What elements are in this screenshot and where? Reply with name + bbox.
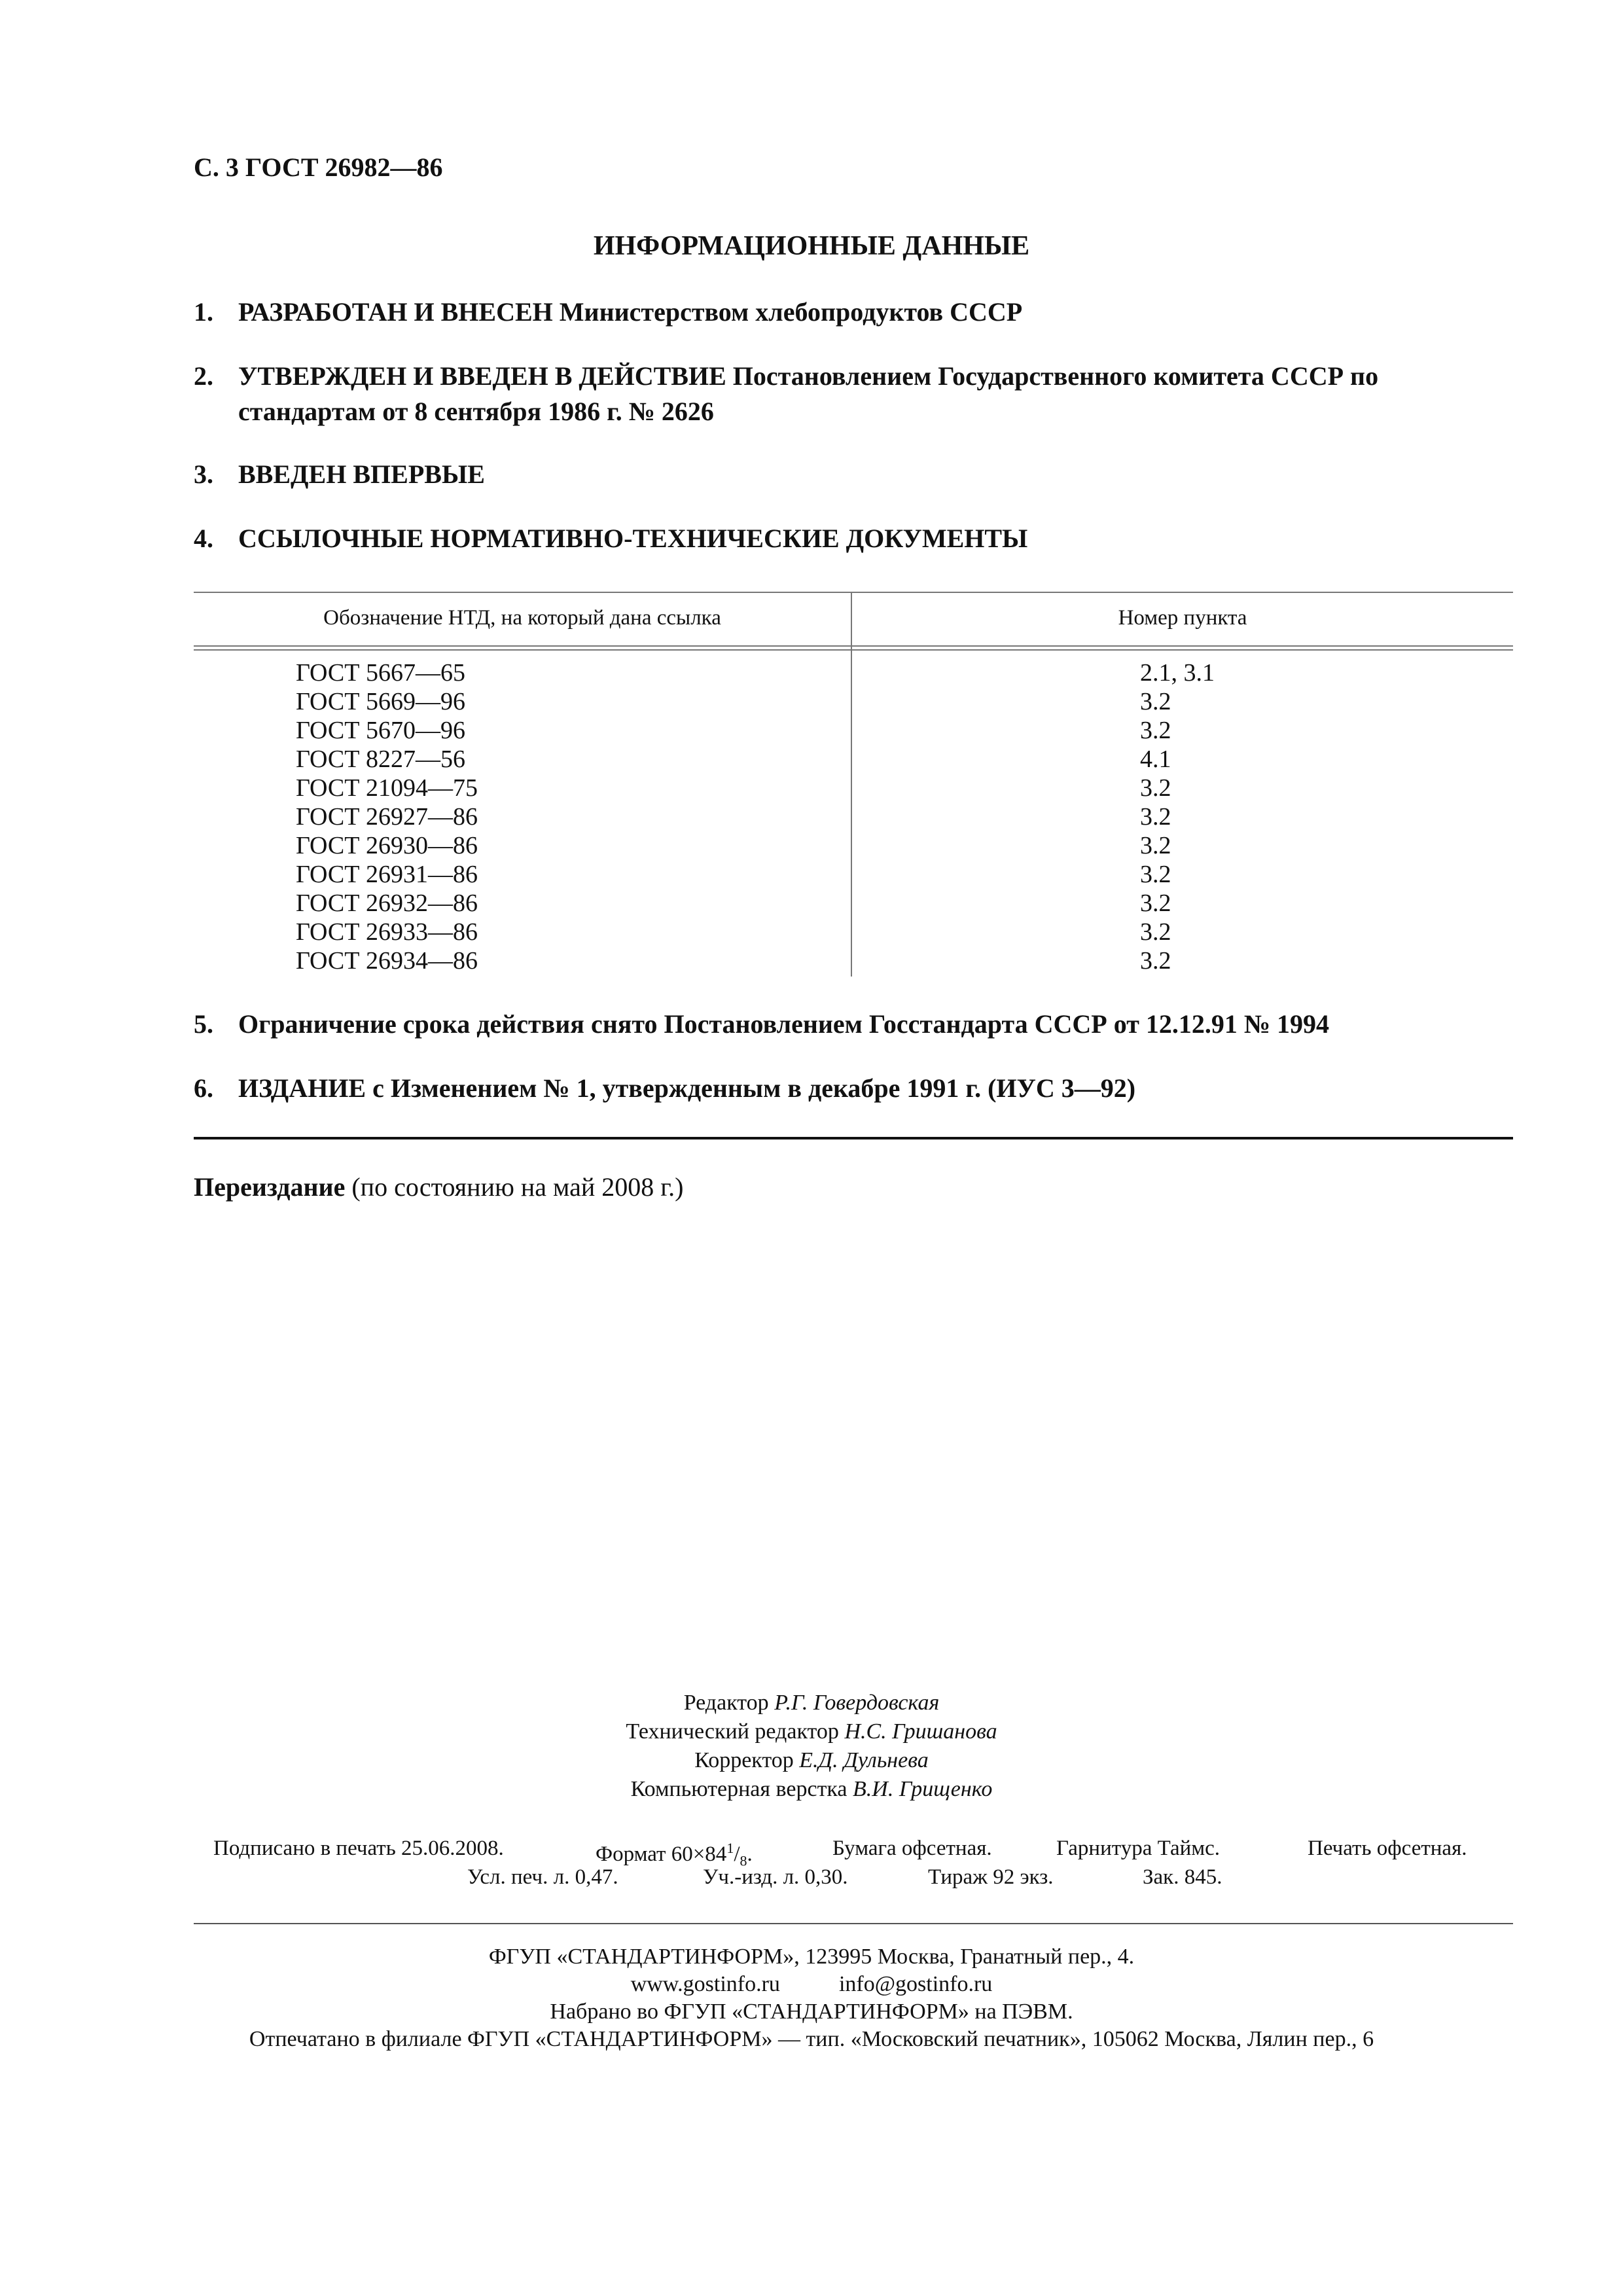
email-link: info@gostinfo.ru xyxy=(838,1972,993,1996)
doc-designation: ГОСТ 26931—86 xyxy=(296,861,478,888)
reprint-label: Переиздание xyxy=(194,1172,346,1202)
reference-table xyxy=(194,592,1513,977)
credit-name: Н.С. Гришанова xyxy=(844,1719,997,1744)
item-label: ИЗДАНИЕ xyxy=(238,1073,366,1103)
credit-name: Р.Г. Говердовская xyxy=(774,1691,940,1715)
clause-number: 3.2 xyxy=(1140,947,1171,975)
info-item-2 xyxy=(194,359,1513,429)
clause-number: 3.2 xyxy=(1140,688,1171,715)
credit-name: Е.Д. Дульнева xyxy=(799,1748,929,1772)
table-row xyxy=(194,918,1513,946)
publisher-line: ФГУП «СТАНДАРТИНФОРМ», 123995 Москва, Гранатный пер., 4. xyxy=(488,1945,1135,1969)
table-top-rule xyxy=(194,592,1513,593)
clause-number: 2.1, 3.1 xyxy=(1140,659,1215,687)
item-number: 6. xyxy=(194,1073,213,1103)
doc-designation: ГОСТ 26930—86 xyxy=(296,832,478,859)
typeset-line: Набрано во ФГУП «СТАНДАРТИНФОРМ» на ПЭВМ. xyxy=(550,2000,1073,2024)
credit-proofreader xyxy=(0,1748,1623,1774)
item-text: Ограничение срока действия снято Постановлением Госстандарта СССР от 12.12.91 № 1994 xyxy=(238,1009,1330,1039)
imprint-order: Зак. 845. xyxy=(1143,1865,1222,1889)
footer-divider xyxy=(194,1923,1513,1924)
clause-number: 3.2 xyxy=(1140,717,1171,744)
credit-tech-editor xyxy=(0,1719,1623,1745)
item-number: 3. xyxy=(194,459,213,489)
item-label: УТВЕРЖДЕН И ВВЕДЕН В ДЕЙСТВИЕ xyxy=(238,361,726,391)
item-label: РАЗРАБОТАН И ВНЕСЕН xyxy=(238,297,553,327)
printed-line: Отпечатано в филиале ФГУП «СТАНДАРТИНФОРМ» — тип. «Московский печатник», 105062 Москва, Лялин пер., 6 xyxy=(249,2027,1374,2051)
info-item-3 xyxy=(194,457,1513,492)
item-text: с Изменением № 1, утвержденным в декабре 1991 г. (ИУС 3—92) xyxy=(372,1073,1136,1103)
imprint-format: Формат $60\times 84^1/_8$. xyxy=(596,1840,753,1869)
imprint-print: Печать офсетная. xyxy=(1308,1837,1467,1860)
info-item-1 xyxy=(194,295,1513,330)
website-link: www.gostinfo.ru xyxy=(630,1972,780,1996)
imprint-signed: Подписано в печать 25.06.2008. xyxy=(213,1837,504,1860)
table-body xyxy=(194,658,1513,975)
imprint-typeface: Гарнитура Таймс. xyxy=(1056,1837,1221,1860)
clause-number: 3.2 xyxy=(1140,889,1171,917)
table-row xyxy=(194,774,1513,802)
table-header-rule xyxy=(194,645,1513,647)
info-item-6 xyxy=(194,1071,1513,1106)
imprint-sheets: Усл. печ. л. 0,47. xyxy=(467,1865,618,1889)
item-number: 2. xyxy=(194,361,213,391)
table-row xyxy=(194,658,1513,687)
doc-designation: ГОСТ 5667—65 xyxy=(296,659,465,687)
page-header: С. 3 ГОСТ 26982—86 xyxy=(194,152,443,182)
imprint-paper: Бумага офсетная. xyxy=(832,1837,992,1860)
table-row xyxy=(194,802,1513,831)
imprint-pub-sheets: Уч.-изд. л. 0,30. xyxy=(703,1865,848,1889)
doc-designation: ГОСТ 26932—86 xyxy=(296,889,478,917)
clause-number: 3.2 xyxy=(1140,803,1171,831)
table-row xyxy=(194,889,1513,918)
doc-designation: ГОСТ 5670—96 xyxy=(296,717,465,744)
credit-role: Технический редактор xyxy=(626,1719,839,1744)
table-row xyxy=(194,946,1513,975)
item-number: 1. xyxy=(194,297,213,327)
doc-designation: ГОСТ 8227—56 xyxy=(296,745,465,773)
table-row xyxy=(194,745,1513,774)
section-title: ИНФОРМАЦИОННЫЕ ДАННЫЕ xyxy=(593,231,1030,261)
credit-name: В.И. Грищенко xyxy=(853,1777,993,1801)
credit-layout xyxy=(0,1776,1623,1803)
imprint-run: Тираж 92 экз. xyxy=(928,1865,1054,1889)
item-text: Министерством хлебопродуктов СССР xyxy=(559,297,1023,327)
item-number: 5. xyxy=(194,1009,213,1039)
table-header-rule-double xyxy=(194,649,1513,651)
item-label: ВВЕДЕН ВПЕРВЫЕ xyxy=(238,459,485,489)
reprint-note xyxy=(194,1172,683,1202)
item-number: 4. xyxy=(194,524,213,553)
info-item-4 xyxy=(194,521,1513,556)
table-header-clause: Номер пункта xyxy=(1118,606,1247,630)
clause-number: 3.2 xyxy=(1140,774,1171,802)
doc-designation: ГОСТ 26933—86 xyxy=(296,918,478,946)
doc-designation: ГОСТ 26927—86 xyxy=(296,803,478,831)
clause-number: 4.1 xyxy=(1140,745,1171,773)
credit-role: Компьютерная верстка xyxy=(630,1777,847,1801)
doc-designation: ГОСТ 26934—86 xyxy=(296,947,478,975)
clause-number: 3.2 xyxy=(1140,861,1171,888)
credit-role: Редактор xyxy=(683,1691,769,1715)
contacts-line xyxy=(0,1971,1623,1998)
table-row xyxy=(194,687,1513,716)
credit-role: Корректор xyxy=(694,1748,794,1772)
table-header-designation: Обозначение НТД, на который дана ссылка xyxy=(323,606,721,630)
info-item-5 xyxy=(194,1007,1513,1042)
reprint-text: (по состоянию на май 2008 г.) xyxy=(351,1172,684,1202)
table-row xyxy=(194,831,1513,860)
table-row xyxy=(194,716,1513,745)
credit-editor xyxy=(0,1690,1623,1716)
item-text: Постановлением Государственного комитета СССР по стандартам от 8 сентября 1986 г. № 2626 xyxy=(238,361,1379,426)
clause-number: 3.2 xyxy=(1140,918,1171,946)
doc-designation: ГОСТ 21094—75 xyxy=(296,774,478,802)
doc-designation: ГОСТ 5669—96 xyxy=(296,688,465,715)
table-row xyxy=(194,860,1513,889)
section-divider xyxy=(194,1137,1513,1139)
clause-number: 3.2 xyxy=(1140,832,1171,859)
item-label: ССЫЛОЧНЫЕ НОРМАТИВНО-ТЕХНИЧЕСКИЕ ДОКУМЕНТЫ xyxy=(238,524,1028,553)
